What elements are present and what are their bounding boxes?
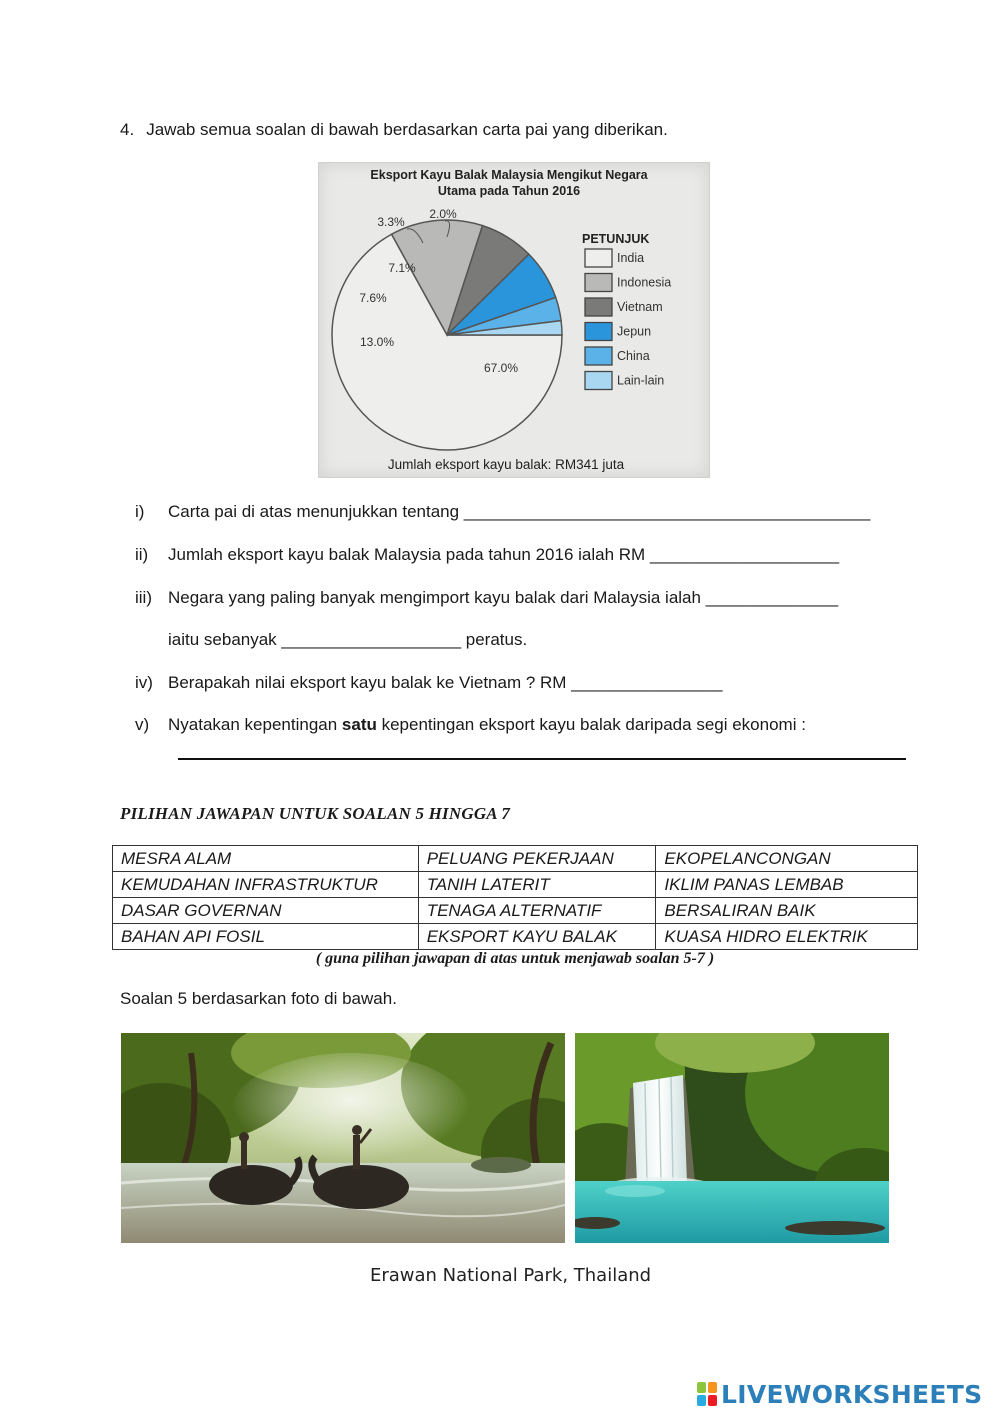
table-cell: TENAGA ALTERNATIF bbox=[418, 898, 656, 924]
question-iv bbox=[135, 673, 722, 693]
table-row bbox=[113, 924, 918, 950]
question-roman: iii) bbox=[135, 588, 152, 607]
question-text: Berapakah nilai eksport kayu balak ke Vietnam ? RM ________________ bbox=[168, 673, 723, 692]
pie-data-label: 67.0% bbox=[483, 361, 519, 375]
legend-label: Jepun bbox=[617, 324, 652, 339]
question-v bbox=[135, 715, 806, 735]
table-cell: DASAR GOVERNAN bbox=[113, 898, 419, 924]
table-cell: BAHAN API FOSIL bbox=[113, 924, 419, 950]
elephants-river-photo bbox=[121, 1033, 565, 1243]
table-cell: MESRA ALAM bbox=[113, 846, 419, 872]
logo-icon bbox=[697, 1382, 717, 1406]
table-row bbox=[113, 846, 918, 872]
pie-data-label: 2.0% bbox=[429, 207, 457, 221]
options-title: PILIHAN JAWAPAN UNTUK SOALAN 5 HINGGA 7 bbox=[120, 804, 511, 823]
pie-chart-figure bbox=[318, 162, 710, 478]
legend-swatch-jepun bbox=[585, 323, 612, 341]
legend-swatch-indonesia bbox=[585, 274, 612, 292]
logo-square bbox=[708, 1395, 717, 1406]
question-text: iaitu sebanyak ___________________ peratus. bbox=[168, 630, 528, 649]
question-number: 4. bbox=[120, 120, 135, 139]
photo-caption: Erawan National Park, Thailand bbox=[370, 1265, 652, 1286]
legend-swatch-lain-lain bbox=[585, 372, 612, 390]
chart-title-line1: Eksport Kayu Balak Malaysia Mengikut Negara bbox=[370, 168, 648, 182]
pie-data-label: 7.1% bbox=[388, 261, 416, 275]
question-roman: v) bbox=[135, 715, 150, 734]
question-iii-continued bbox=[135, 630, 527, 650]
legend-title: PETUNJUK bbox=[582, 232, 650, 246]
table-cell: KUASA HIDRO ELEKTRIK bbox=[656, 924, 918, 950]
liveworksheets-logo bbox=[697, 1378, 982, 1410]
waterfall-photo bbox=[575, 1033, 889, 1243]
question-text: Jumlah eksport kayu balak Malaysia pada tahun 2016 ialah RM ____________________ bbox=[168, 545, 840, 564]
table-cell: PELUANG PEKERJAAN bbox=[418, 846, 656, 872]
question-text-before: Nyatakan kepentingan bbox=[168, 715, 342, 734]
table-cell: EKSPORT KAYU BALAK bbox=[418, 924, 656, 950]
legend-swatch-vietnam bbox=[585, 298, 612, 316]
table-cell: TANIH LATERIT bbox=[418, 872, 656, 898]
chart-footer: Jumlah eksport kayu balak: RM341 juta bbox=[387, 457, 625, 472]
legend-label: India bbox=[617, 251, 645, 265]
answer-line[interactable] bbox=[178, 758, 906, 760]
legend-swatch-china bbox=[585, 347, 612, 365]
legend-label: Vietnam bbox=[617, 300, 663, 314]
logo-square bbox=[697, 1382, 706, 1393]
options-note: ( guna pilihan jawapan di atas untuk menjawab soalan 5-7 ) bbox=[315, 950, 715, 967]
question-5-intro: Soalan 5 berdasarkan foto di bawah. bbox=[120, 989, 397, 1008]
question-text: Carta pai di atas menunjukkan tentang ___________________________________________ bbox=[168, 502, 871, 521]
table-row bbox=[113, 898, 918, 924]
question-roman: i) bbox=[135, 502, 145, 521]
pie-data-label: 3.3% bbox=[377, 215, 405, 229]
logo-square bbox=[697, 1395, 706, 1406]
pie-chart bbox=[319, 163, 709, 477]
question-4-instruction bbox=[120, 120, 668, 140]
question-roman: ii) bbox=[135, 545, 149, 564]
legend-label: Lain-lain bbox=[617, 373, 665, 388]
logo-square bbox=[708, 1382, 717, 1393]
table-cell: IKLIM PANAS LEMBAB bbox=[656, 872, 918, 898]
question-i bbox=[135, 502, 870, 522]
question-text-bold: satu bbox=[341, 715, 377, 734]
question-text: Negara yang paling banyak mengimport kayu balak dari Malaysia ialah ______________ bbox=[168, 588, 839, 607]
question-ii bbox=[135, 545, 839, 565]
brand-text: LIVEWORKSHEETS bbox=[721, 1379, 983, 1409]
question-roman: iv) bbox=[135, 673, 153, 692]
question-iii bbox=[135, 588, 838, 608]
table-cell: EKOPELANCONGAN bbox=[656, 846, 918, 872]
pie-data-label: 13.0% bbox=[359, 335, 395, 349]
table-cell: BERSALIRAN BAIK bbox=[656, 898, 918, 924]
legend-swatch-india bbox=[585, 249, 612, 267]
table-row bbox=[113, 872, 918, 898]
options-table bbox=[112, 845, 918, 950]
pie-data-label: 7.6% bbox=[359, 291, 387, 305]
question-text-after: kepentingan eksport kayu balak daripada segi ekonomi : bbox=[376, 715, 806, 734]
question-text: Jawab semua soalan di bawah berdasarkan carta pai yang diberikan. bbox=[146, 120, 668, 139]
legend-label: Indonesia bbox=[617, 275, 672, 290]
legend-label: China bbox=[617, 349, 650, 363]
chart-title-line2: Utama pada Tahun 2016 bbox=[437, 184, 581, 198]
table-cell: KEMUDAHAN INFRASTRUKTUR bbox=[113, 872, 419, 898]
